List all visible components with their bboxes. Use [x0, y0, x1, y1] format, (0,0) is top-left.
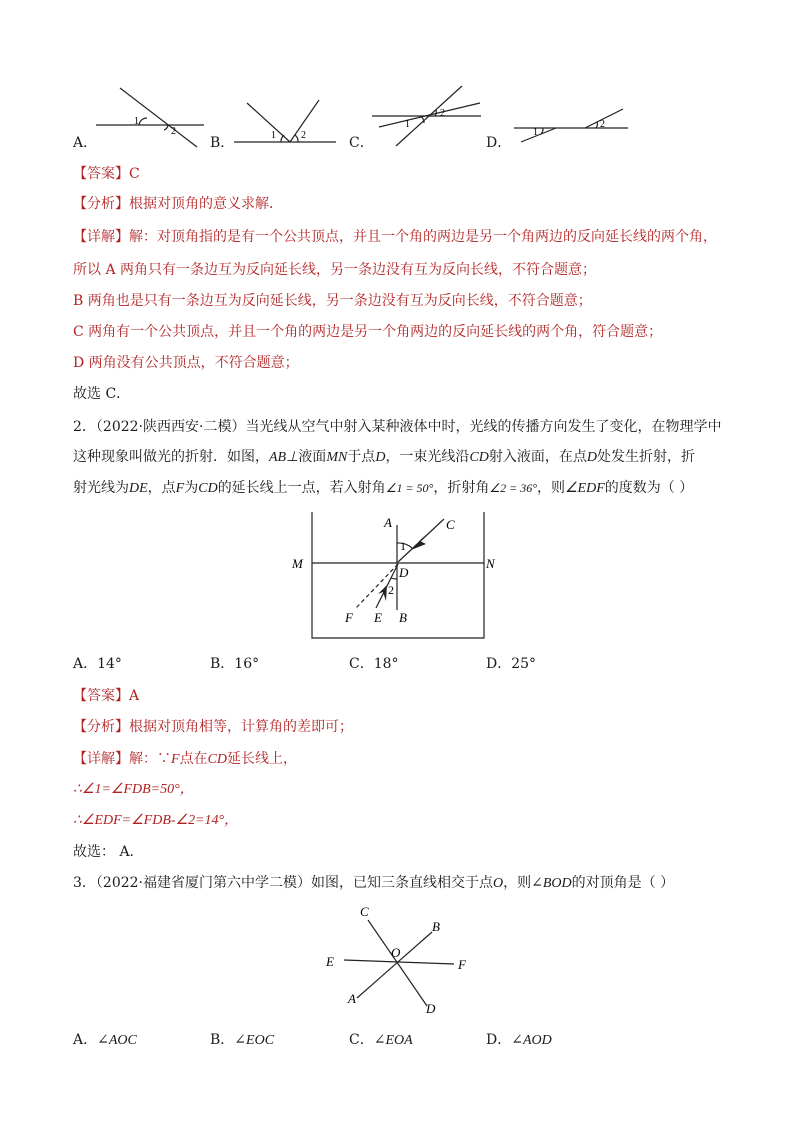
math: O [493, 876, 504, 891]
math: BOD [542, 876, 572, 891]
label-D: D [399, 565, 409, 580]
stem-text: 处发生折射，折 [597, 449, 696, 465]
q1-b-label-2: 2 [301, 130, 306, 141]
label-1: 1 [400, 539, 406, 553]
q1-option-d: D． [486, 135, 512, 151]
question-number: 2． [73, 419, 96, 435]
stem-text: 的对顶角是（ ） [571, 875, 675, 891]
stem-text: 当光线从空气中射入某种液体中时，光线的传播方向发生了变化，在物理学中 [245, 419, 722, 435]
q2-detail [73, 750, 297, 769]
stem-text: ，则 [537, 480, 565, 496]
label-B: B [399, 610, 407, 625]
math: F [171, 752, 180, 767]
q3-option-d [486, 1031, 552, 1050]
stem-text: 的延长线上一点，若入射角 [217, 480, 386, 496]
math: DE [129, 481, 148, 496]
stem-text: 为 [184, 480, 199, 496]
option-angle: EOC [246, 1033, 275, 1048]
math: ∠1 = 50° [385, 481, 434, 495]
q2-figure [280, 505, 510, 645]
option-angle: AOC [108, 1033, 137, 1048]
label-M: M [292, 556, 303, 571]
math: ∠EDF [565, 481, 605, 496]
stem-text: 于点 [347, 449, 376, 465]
q1-a-label-1: 1 [134, 116, 139, 127]
answer-tag: 【答案】 [73, 688, 129, 704]
q1-c-label-1: 1 [405, 119, 410, 130]
q2-conclusion: 故选： A． [73, 844, 144, 860]
math: ∠2 = 36° [489, 481, 537, 495]
math: CD [198, 481, 218, 496]
question-number: 3． [73, 875, 96, 891]
math: D [586, 450, 598, 465]
q2-stem-line-1 [73, 418, 721, 436]
math: AB⊥ [269, 450, 299, 465]
analysis-text: 根据对顶角的意义求解． [129, 196, 283, 212]
option-prefix: B．∠ [210, 1032, 247, 1048]
detail-tag: 【详解】 [73, 229, 129, 245]
q1-d-label-1: 1 [533, 127, 538, 138]
q2-option-a: A．14° [73, 656, 122, 672]
q1-conclusion: 故选 C． [73, 386, 131, 402]
analysis-tag: 【分析】 [73, 719, 129, 735]
math: CD [207, 752, 228, 767]
label-C: C [360, 904, 369, 919]
analysis-tag: 【分析】 [73, 196, 129, 212]
option-angle: EOA [385, 1033, 413, 1048]
q2-analysis [73, 718, 353, 736]
q1-line-1: 所以 A 两角只有一条边互为反向延长线，另一条边没有互为反向长线，不符合题意； [73, 262, 597, 278]
stem-text: ，一束光线沿 [385, 449, 470, 465]
q1-line-3: C 两角有一个公共顶点，并且一个角的两边是另一个角两边的反向延长线的两个角，符合题意； [73, 324, 663, 340]
q1-figure-b [234, 100, 336, 142]
q2-step-1: ∴∠1=∠FDB=50°， [73, 782, 194, 797]
math: F [175, 481, 185, 496]
q1-line-4: D 两角没有公共顶点，不符合题意； [73, 355, 299, 371]
math: CD [469, 450, 489, 465]
q2-step-2: ∴∠EDF=∠FDB-∠2=14°， [73, 813, 239, 828]
option-prefix: A．∠ [73, 1032, 109, 1048]
q3-figure [320, 900, 480, 1020]
answer-value: C [129, 166, 140, 182]
q3-option-b [210, 1031, 274, 1050]
label-E: E [326, 954, 334, 969]
option-prefix: C．∠ [349, 1032, 386, 1048]
q1-analysis [73, 195, 283, 213]
label-A: A [348, 991, 356, 1006]
math: MN [326, 450, 348, 465]
answer-value: A [129, 688, 140, 704]
math: D [375, 450, 386, 465]
answer-tag: 【答案】 [73, 166, 129, 182]
label-D: D [426, 1001, 436, 1016]
detail-text: 延长线上， [227, 751, 298, 767]
detail-text: 解：对顶角指的是有一个公共顶点，并且一个角的两边是另一个角两边的反向延长线的两个角， [129, 229, 717, 245]
q1-d-label-2: 2 [600, 119, 605, 130]
q2-option-d: D．25° [486, 656, 537, 672]
analysis-text: 根据对顶角相等，计算角的差即可； [129, 719, 353, 735]
q2-answer [73, 687, 139, 705]
detail-tag: 【详解】 [73, 751, 129, 767]
label-B: B [432, 919, 440, 934]
stem-text: 的度数为（ ） [604, 480, 694, 496]
q3-stem [73, 874, 674, 893]
label-E: E [374, 610, 382, 625]
q3-option-a [73, 1031, 137, 1050]
label-F: F [458, 957, 466, 972]
label-N: N [486, 556, 495, 571]
q1-c-label-2: 2 [440, 108, 445, 119]
q1-figure-a [96, 88, 204, 147]
q1-figure-d [514, 109, 628, 142]
stem-text: 射入液面，在点 [488, 449, 587, 465]
detail-text: 解：∵ [129, 751, 171, 767]
q2-stem-line-3 [73, 479, 693, 498]
label-C: C [446, 517, 455, 532]
stem-text: 如图，已知三条直线相交于点 [311, 875, 494, 891]
q2-option-b: B．16° [210, 656, 260, 672]
question-source: （2022·陕西西安·二模） [95, 419, 246, 435]
stem-text: ，点 [147, 480, 176, 496]
stem-text: 射光线为 [73, 480, 129, 496]
label-F: F [345, 610, 353, 625]
label-O: O [391, 945, 401, 960]
q1-line-2: B 两角也是只有一条边互为反向延长线，另一条边没有互为反向长线，不符合题意； [73, 293, 592, 309]
label-2: 2 [388, 583, 394, 597]
stem-text: 这种现象叫做光的折射．如图， [73, 449, 269, 465]
stem-text: 液面 [298, 449, 327, 465]
q1-a-label-2: 2 [171, 126, 176, 137]
label-A: A [384, 515, 392, 530]
q1-figures [0, 0, 794, 160]
q1-detail [73, 228, 717, 246]
question-source: （2022·福建省厦门第六中学二模） [95, 875, 312, 891]
q1-option-b: B． [210, 135, 235, 151]
q1-answer [73, 165, 140, 183]
stem-text: ，折射角 [433, 480, 490, 496]
option-prefix: D．∠ [486, 1032, 523, 1048]
q2-stem-line-2 [73, 448, 695, 467]
q1-option-c: C． [349, 135, 374, 151]
detail-text: 点在 [179, 751, 208, 767]
q1-b-label-1: 1 [271, 130, 276, 141]
option-angle: AOD [522, 1033, 552, 1048]
q2-option-c: C．18° [349, 656, 399, 672]
q1-option-a: A． [73, 135, 98, 151]
q3-option-c [349, 1031, 413, 1050]
q1-figure-c [372, 86, 481, 146]
stem-text: ，则∠ [503, 875, 543, 891]
